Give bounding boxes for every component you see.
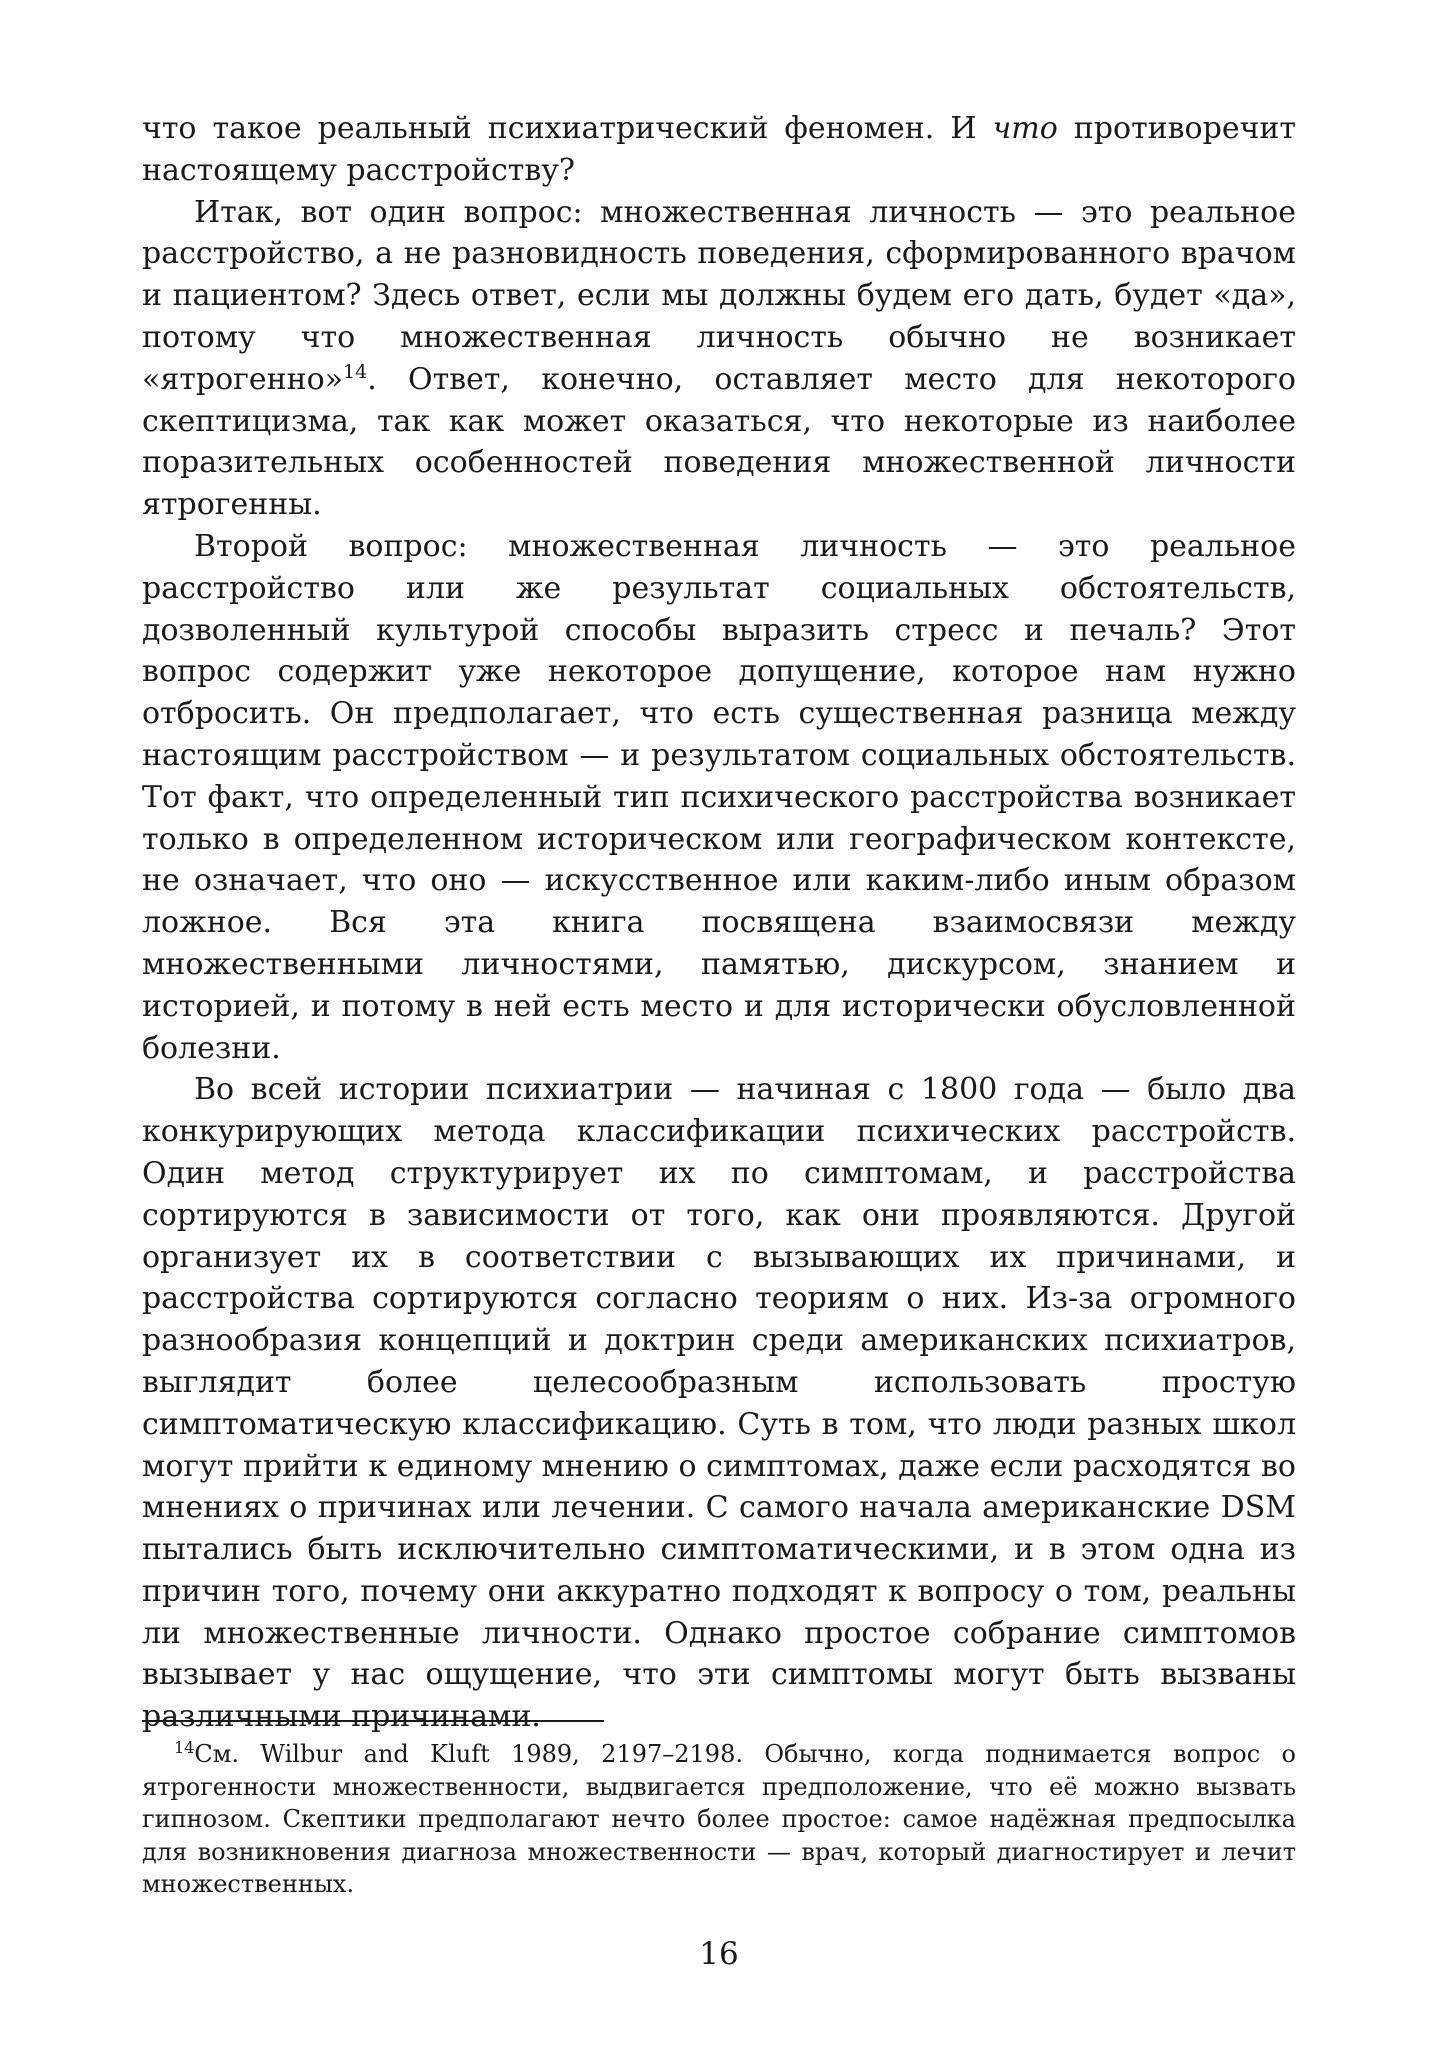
- footnote-14: [142, 1738, 1296, 1901]
- paragraph-1: [142, 108, 1296, 192]
- page-number: 16: [699, 1936, 739, 1972]
- footnote-divider: [142, 1720, 604, 1722]
- paragraph-3: Второй вопрос: множественная личность — это реальное расстройство или же результат социальных обстоятельств, дозволенный культурой способы выразить стресс и печаль? Этот вопрос содержит уже некоторое допущение, которое нам нужно отбросить. Он предполагает, что есть существенная разница между настоящим расстройством — и результатом социальных обстоятельств. Тот факт, что определенный тип психического расстройства возникает только в определенном историческом или географическом контексте, не означает, что оно — искусственное или каким-либо иным образом ложное. Вся эта книга посвящена взаимосвязи между множественными личностями, памятью, дискурсом, знанием и историей, и потому в ней есть место и для исторически обусловленной болезни.: [142, 528, 1296, 1066]
- paragraph-2: [142, 192, 1296, 526]
- footnote-reference-14[interactable]: 14: [343, 360, 368, 383]
- paragraph-2-text-after: . Ответ, конечно, оставляет место для некоторого скептицизма, так как может оказаться, что некоторые из наиболее поразительных особенностей поведения множественной личности ятрогенны.: [142, 361, 1296, 523]
- paragraph-2-text-before: Итак, вот один вопрос: множественная личность — это реальное расстройство, а не разновидность поведения, сформированного врачом и пациентом? Здесь ответ, если мы должны будем его дать, будет «да», потому что множественная личность обычно не возникает «ятрогенно»: [142, 194, 1296, 397]
- footnotes: [142, 1738, 1296, 1901]
- paragraph-4: Во всей истории психиатрии — начиная с 1800 года — было два конкурирующих метода классификации психических расстройств. Один метод структурирует их по симптомам, и расстройства сортируются в зависимости от того, как они проявляются. Другой организует их в соответствии с вызывающих их причинами, и расстройства сортируются согласно теориям о них. Из-за огромного разнообразия концепций и доктрин среди американских психиатров, выглядит более целесообразным использовать простую симптоматическую классификацию. Суть в том, что люди разных школ могут прийти к единому мнению о симптомах, даже если расходятся во мнениях о причинах или лечении. С самого начала американские DSM пытались быть исключительно симптоматическими, и в этом одна из причин того, почему они аккуратно подходят к вопросу о том, реальны ли множественные личности. Однако простое собрание симптомов вызывает у нас ощущение, что эти симптомы могут быть вызваны различными причинами.: [142, 1072, 1296, 1735]
- paragraph-1-emphasis: что: [992, 111, 1058, 146]
- page-body: [142, 108, 1296, 1738]
- paragraph-1-text-after: противоречит настоящему расстройству?: [142, 111, 1296, 188]
- footnote-number: 14: [174, 1738, 195, 1757]
- paragraph-1-text-before: что такое реальный психиатрический феномен. И: [142, 111, 993, 146]
- footnote-text: См. Wilbur and Kluft 1989, 2197–2198. Обычно, когда поднимается вопрос о ятрогенности множественности, выдвигается предположение, что её можно вызвать гипнозом. Скептики предполагают нечто более простое: самое надёжная предпосылка для возникновения диагноза множественности — врач, который диагностирует и лечит множественных.: [142, 1740, 1296, 1899]
- main-text: [142, 108, 1296, 1738]
